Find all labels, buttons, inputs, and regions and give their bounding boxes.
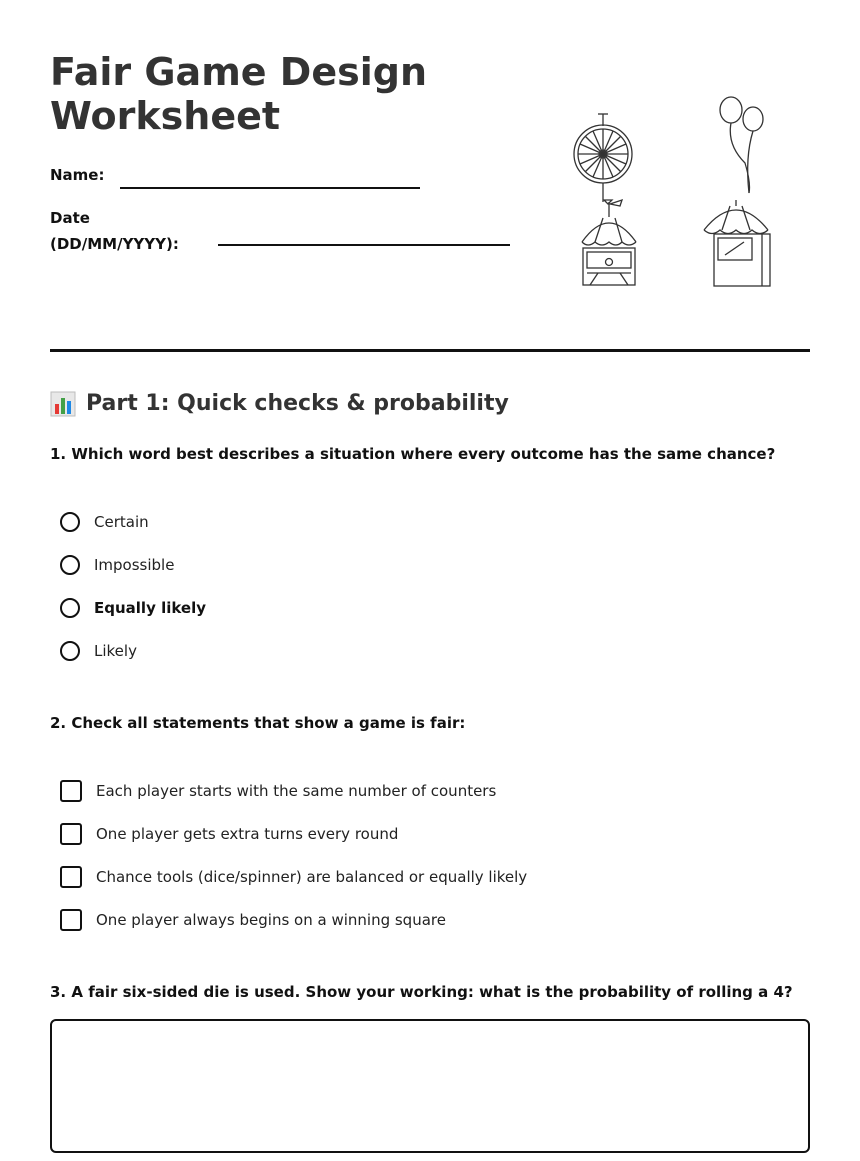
bar-chart-icon	[50, 391, 76, 417]
prize-wheel-icon	[574, 114, 632, 202]
q1-option-likely[interactable]	[60, 638, 137, 664]
question-1: 1. Which word best describes a situation where every outcome has the same chance?	[50, 445, 776, 463]
section-title-text: Part 1: Quick checks & probability	[86, 391, 509, 416]
question-2: 2. Check all statements that show a game is fair:	[50, 714, 466, 732]
option-label: Likely	[94, 642, 137, 660]
ticket-booth-icon	[704, 200, 770, 286]
q3-answer-box[interactable]	[50, 1019, 810, 1153]
balloons-icon	[720, 97, 763, 193]
q2-option-2[interactable]	[60, 821, 398, 847]
option-label: Chance tools (dice/spinner) are balanced or equally likely	[96, 868, 528, 886]
name-label: Name:	[50, 166, 105, 184]
radio-button[interactable]	[60, 555, 80, 575]
checkbox[interactable]	[60, 780, 82, 802]
date-label-line1: Date	[50, 209, 90, 227]
header-divider	[50, 349, 810, 352]
option-label: One player gets extra turns every round	[96, 825, 399, 843]
name-input-line[interactable]	[120, 187, 420, 189]
option-label: Impossible	[94, 556, 175, 574]
question-3: 3. A fair six-sided die is used. Show your working: what is the probability of rolling a 4?	[50, 983, 793, 1001]
date-input-line[interactable]	[218, 244, 510, 246]
page-title: Fair Game Design Worksheet	[50, 50, 428, 138]
q2-option-1[interactable]	[60, 778, 496, 804]
q1-option-certain[interactable]	[60, 509, 149, 535]
option-label: One player always begins on a winning square	[96, 911, 446, 929]
section-title-part1	[50, 388, 509, 420]
checkbox[interactable]	[60, 823, 82, 845]
carnival-illustration	[560, 92, 790, 292]
q2-option-3[interactable]	[60, 864, 527, 890]
checkbox[interactable]	[60, 866, 82, 888]
option-label: Each player starts with the same number of counters	[96, 782, 497, 800]
date-label-line2: (DD/MM/YYYY):	[50, 235, 179, 253]
option-label: Equally likely	[94, 599, 207, 617]
q1-option-impossible[interactable]	[60, 552, 174, 578]
carnival-booth-icon	[582, 200, 636, 285]
q2-option-4[interactable]	[60, 907, 446, 933]
radio-button[interactable]	[60, 641, 80, 661]
checkbox[interactable]	[60, 909, 82, 931]
radio-button[interactable]	[60, 598, 80, 618]
q1-option-equally-likely[interactable]	[60, 595, 206, 621]
option-label: Certain	[94, 513, 149, 531]
radio-button[interactable]	[60, 512, 80, 532]
